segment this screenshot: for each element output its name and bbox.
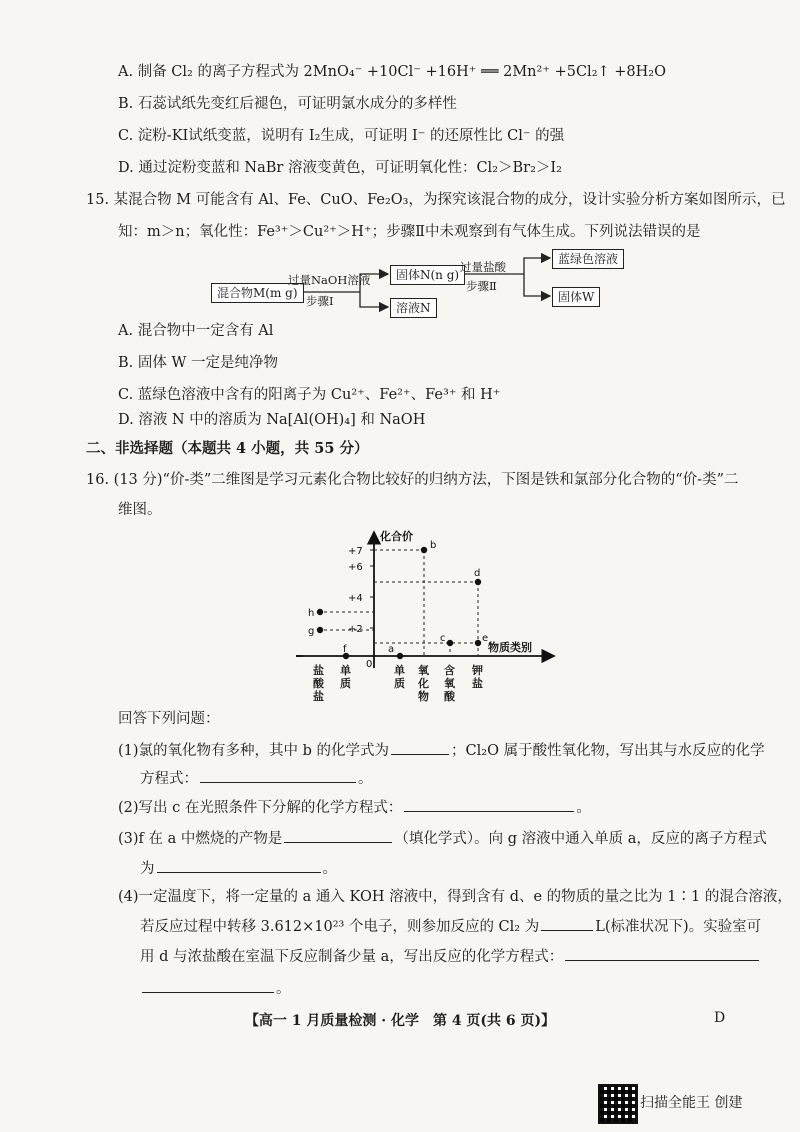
q16-part1-line2: 方程式： 。 [140,768,373,789]
q15-stem-line1: 15. 某混合物 M 可能含有 Al、Fe、CuO、Fe₂O₃，为探究该混合物的成分，设计实验分析方案如图所示，已 [86,192,786,208]
q16-part4-line3 [140,946,761,967]
q16-part4-text-d: 用 d 与浓盐酸在室温下反应制备少量 a，写出反应的化学方程式： [140,949,564,965]
q14-option-c: C. 淀粉-KI试纸变蓝，说明有 I₂生成，可证明 I⁻ 的还原性比 Cl⁻ 的强 [118,128,565,144]
section-two-heading: 二、非选择题（本题共 4 小题，共 55 分） [86,440,369,457]
q16-part4-text-c: L(标准状况下)。实验室可 [595,919,762,935]
q16-part4-line2 [140,916,761,937]
q16-stem-line2: 维图。 [118,502,162,518]
q16-part1-text-b: ；Cl₂O 属于酸性氧化物，写出其与水反应的化学 [451,743,765,759]
paper-version-code: D [714,1010,726,1026]
q16-part3-line1 [118,828,767,849]
answer-blank-d-hcl-equation[interactable] [565,946,759,961]
answer-blank-c-decomposition[interactable] [404,797,574,812]
q16-stem-line1: 16. (13 分)“价-类”二维图是学习元素化合物比较好的归纳方法，下图是铁和氯部分化合物的“价-类”二 [86,472,739,488]
point-label-c: c [440,633,446,644]
y-tick-plus4: +4 [348,593,363,604]
point-label-h: h [308,608,315,619]
flow-step2-label: 步骤Ⅱ [466,279,497,293]
x-cat-oxyacid: 含氧酸 [444,664,455,703]
answer-blank-combustion-product[interactable] [284,828,392,843]
q15-option-c: C. 蓝绿色溶液中含有的阳离子为 Cu²⁺、Fe²⁺、Fe³⁺ 和 H⁺ [118,387,501,403]
flow-step1-label: 步骤Ⅰ [306,294,334,308]
q16-part3-text-a: (3)f 在 a 中燃烧的产物是 [118,831,283,847]
point-label-e: e [482,633,489,644]
y-tick-zero: 0 [366,659,373,670]
q16-part3-text-c: 为 [140,861,155,877]
point-label-d: d [474,568,481,579]
x-cat-oxide: 氧化物 [418,664,429,703]
point-label-g: g [308,626,315,637]
q16-part1-text-c: 方程式： [140,771,198,787]
point-c [447,640,453,646]
point-d [475,579,481,585]
q15-option-a: A. 混合物中一定含有 Al [118,323,274,339]
q16-part2-line: (2)写出 c 在光照条件下分解的化学方程式： 。 [118,797,591,818]
x-cat-potassium-salt: 钾盐 [472,664,483,690]
x-cat-elemental-left: 单质 [340,664,351,690]
flow-box-mixture-m: 混合物M(m g) [211,283,304,303]
point-b [421,547,427,553]
q16-part2-text: (2)写出 c 在光照条件下分解的化学方程式： [118,800,403,816]
q15-option-d: D. 溶液 N 中的溶质为 Na[Al(OH)₄] 和 NaOH [118,412,426,428]
q14-option-d: D. 通过淀粉变蓝和 NaBr 溶液变黄色，可证明氧化性：Cl₂＞Br₂＞I₂ [118,160,562,176]
point-label-f: f [343,644,347,655]
scanner-watermark: 扫描全能王 创建 [640,1095,743,1111]
y-tick-plus2: +2 [348,624,363,635]
q16-part3-line2: 为 。 [140,858,337,879]
q14-option-b: B. 石蕊试纸先变红后褪色，可证明氯水成分的多样性 [118,96,457,112]
y-tick-plus6: +6 [348,562,363,573]
flow-box-solid-n: 固体N(n g) [390,265,465,285]
flow-step1-reagent: 过量NaOH溶液 [288,273,371,287]
q16-part4-line1: (4)一定温度下，将一定量的 a 通入 KOH 溶液中，得到含有 d、e 的物质的量之比为 1∶1 的混合溶液， [118,889,792,905]
point-h [317,609,323,615]
point-label-b: b [430,540,437,551]
flow-box-solution-n: 溶液N [390,298,437,318]
qr-code-icon [598,1084,638,1124]
q16-part4-text-b: 若反应过程中转移 3.612×10²³ 个电子，则参加反应的 Cl₂ 为 [140,919,540,935]
point-a [397,653,403,659]
flow-box-blue-green-solution: 蓝绿色溶液 [552,249,624,269]
y-axis-title: 化合价 [380,530,413,543]
page-footer: 【高一 1 月质量检测 · 化学 第 4 页(共 6 页)】 [244,1013,556,1029]
q16-part4-line4: 。 [140,978,291,999]
answer-blank-ionic-equation[interactable] [157,858,321,873]
flow-box-solid-w: 固体W [552,287,600,307]
flow-step2-reagent: 过量盐酸 [460,260,506,274]
point-label-a: a [388,644,395,655]
x-cat-chloride-salt: 盐酸盐 [313,664,324,703]
answer-blank-cl2-volume[interactable] [541,916,593,931]
x-cat-elemental-right: 单质 [394,664,405,690]
x-axis-title: 物质类别 [488,641,532,654]
answer-blank-d-hcl-equation-cont[interactable] [142,978,274,993]
y-tick-plus7: +7 [348,546,363,557]
q15-stem-line2: 知：m＞n；氧化性：Fe³⁺＞Cu²⁺＞H⁺；步骤Ⅱ中未观察到有气体生成。下列说法错误的是 [118,224,701,240]
point-g [317,627,323,633]
answer-blank-cl2o-equation[interactable] [200,768,356,783]
q16-intro: 回答下列问题： [118,711,220,727]
q16-part1-text-a: (1)氯的氧化物有多种，其中 b 的化学式为 [118,743,390,759]
q14-option-a: A. 制备 Cl₂ 的离子方程式为 2MnO₄⁻ +10Cl⁻ +16H⁺ ══ 2Mn²⁺ +5Cl₂↑ +8H₂O [118,64,666,80]
answer-blank-b-formula[interactable] [391,740,449,755]
point-e [475,640,481,646]
q15-option-b: B. 固体 W 一定是纯净物 [118,355,278,371]
q16-part1-line1 [118,740,765,761]
q16-part3-text-b: （填化学式）。向 g 溶液中通入单质 a，反应的离子方程式 [394,831,767,847]
